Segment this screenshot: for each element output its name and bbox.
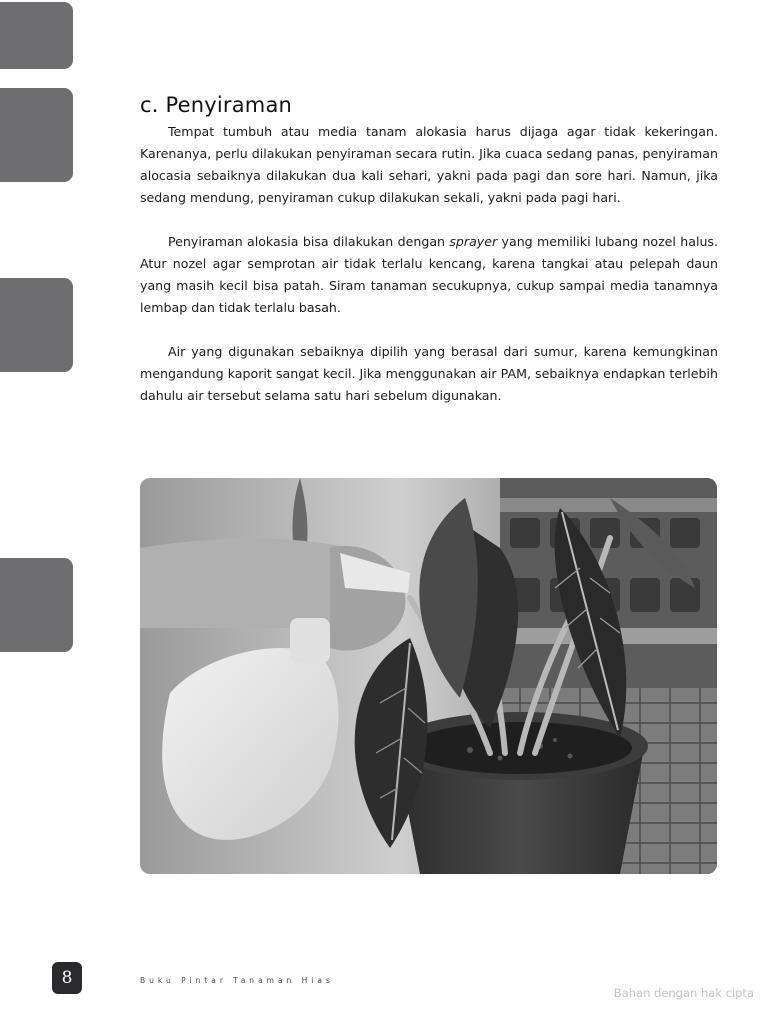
- side-tab: [0, 558, 73, 652]
- book-title: Buku Pintar Tanaman Hias: [140, 976, 334, 985]
- paragraph: Penyiraman alokasia bisa dilakukan dengan sprayer yang memiliki lubang nozel halus. Atur nozel agar semprotan air tidak terlalu kencang, karena tangkai atau pelepah daun yang masih kecil bisa patah. Siram tanaman secukupnya, cukup sampai media tanamnya lembap dan tidak terlalu basah.: [140, 234, 718, 315]
- side-tab: [0, 278, 73, 372]
- paragraph: Tempat tumbuh atau media tanam alokasia harus dijaga agar tidak kekeringan. Karenanya, perlu dilakukan penyiraman secara rutin. Jika cuaca sedang panas, penyiraman alocasia sebaiknya dilakukan dua kali sehari, yakni pada pagi dan sore hari. Namun, jika sedang mendung, penyiraman cukup dilakukan sekali, yakni pada pagi hari.: [140, 124, 718, 205]
- plant-photo: [140, 478, 717, 874]
- body-text: [140, 121, 718, 407]
- copyright-watermark: Bahan dengan hak cipta: [613, 986, 754, 1000]
- section-heading: c. Penyiraman: [140, 93, 293, 117]
- page-number: 8: [52, 962, 82, 994]
- side-tab: [0, 88, 73, 182]
- paragraph: Air yang digunakan sebaiknya dipilih yang berasal dari sumur, karena kemungkinan mengandung kaporit sangat kecil. Jika menggunakan air PAM, sebaiknya endapkan terlebih dahulu air tersebut selama satu hari sebelum digunakan.: [140, 344, 718, 403]
- side-tab: [0, 2, 73, 69]
